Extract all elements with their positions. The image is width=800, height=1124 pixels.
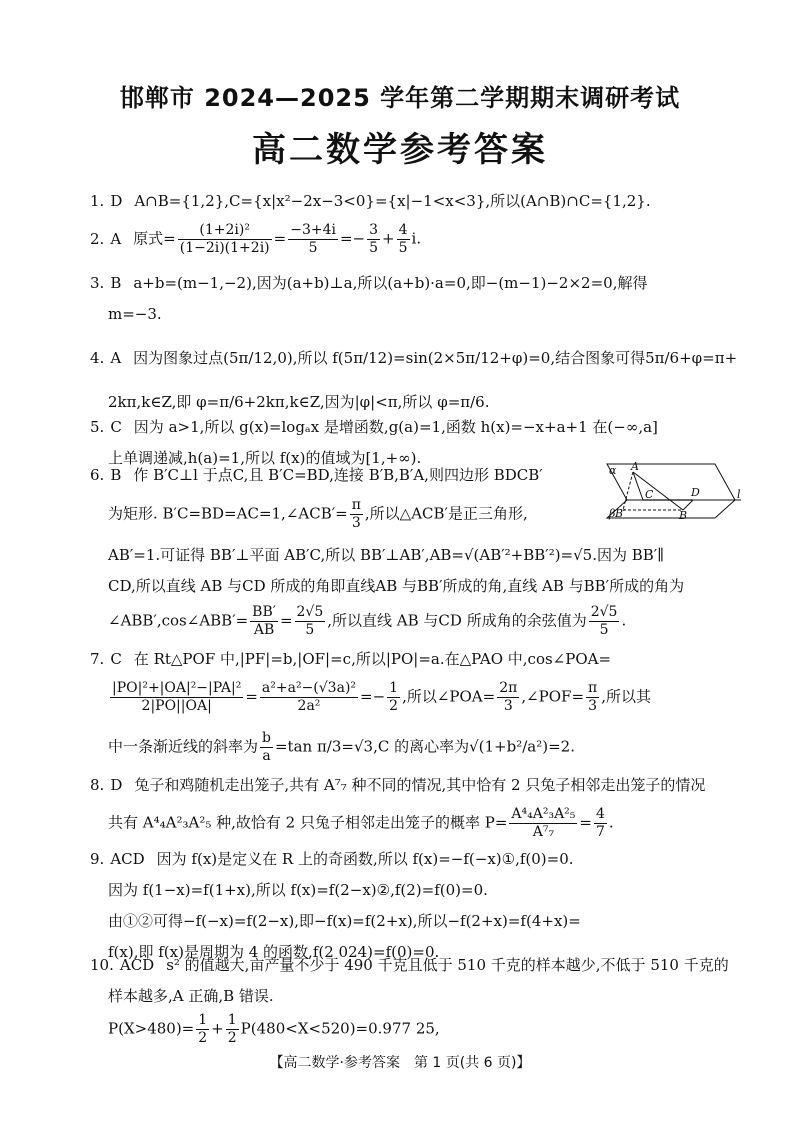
answer-choice: C: [110, 650, 122, 668]
solution-text: .: [608, 813, 614, 832]
solution-text: 因为 a>1,所以 g(x)=logₐx 是增函数,g(a)=1,函数 h(x)=−x+a+1 在(−∞,a]: [133, 418, 658, 436]
denominator: 5: [305, 622, 315, 638]
solution-10: [90, 950, 750, 1012]
answer-choice: ACD: [119, 956, 155, 974]
solution-7-line-2: [90, 680, 750, 715]
solution-text: s² 的值越大,亩产量不少于 490 千克且低于 510 千克的样本越少,不低于 510 千克的: [166, 956, 729, 974]
page-footer: 【高二数学·参考答案 第 1 页(共 6 页)】: [269, 1055, 531, 1071]
question-number: 3.: [90, 274, 105, 292]
solution-text: f(x),即 f(x)是周期为 4 的函数,f(2 024)=f(0)=0.: [108, 943, 440, 961]
denominator: 2: [389, 698, 399, 714]
solution-text: =−: [360, 687, 386, 706]
solution-text: m=−3.: [108, 305, 162, 323]
answer-key-title: 高二数学参考答案: [252, 130, 548, 170]
solution-6-line-5: [90, 604, 750, 639]
numerator: π: [351, 497, 361, 513]
denominator: A⁷₇: [532, 824, 555, 840]
solution-text: +: [382, 229, 395, 248]
label-B: B: [679, 509, 688, 522]
numerator: BB′: [252, 604, 276, 620]
denominator: 5: [308, 240, 318, 256]
solution-text: ,所以直线 AB 与CD 所成角的余弦值为: [327, 611, 587, 630]
denominator: 2|PO||OA|: [141, 698, 212, 714]
answer-choice: A: [110, 229, 122, 248]
numerator: 1: [198, 1012, 208, 1028]
denominator: a: [262, 748, 271, 764]
plane-beta: [607, 500, 735, 518]
solution-text: 上单调递减,h(a)=1,所以 f(x)的值域为[1,+∞).: [108, 449, 422, 467]
answer-choice: ACD: [110, 850, 145, 868]
solution-text: ,所以△ACB′是正三角形,: [364, 504, 528, 523]
numerator: 4: [596, 806, 605, 822]
solution-text: P(X>480)=: [108, 1019, 195, 1038]
numerator: 3: [369, 222, 379, 238]
denominator: 3: [588, 698, 598, 714]
fraction: [260, 680, 358, 715]
answer-choice: B: [110, 466, 122, 484]
solution-6-cont: [90, 540, 750, 602]
denominator: 5: [369, 240, 379, 256]
numerator: −3+4i: [290, 222, 336, 238]
solution-text: 原式=: [133, 229, 176, 248]
question-number: 6.: [90, 466, 105, 484]
numerator: 1: [389, 680, 399, 696]
solution-7: [90, 644, 750, 675]
fraction: [594, 806, 607, 841]
denominator: 3: [503, 698, 513, 714]
denominator: 2: [227, 1030, 237, 1046]
numerator: 2√5: [296, 604, 324, 620]
numerator: b: [262, 730, 271, 746]
solution-7-line-3: [90, 730, 750, 765]
solution-text: AB′=1.可证得 BB′⊥平面 AB′C,所以 BB′⊥AB′,AB=√(AB′²+BB′²)=√5.因为 BB′∥: [108, 546, 665, 564]
solution-text: ,所以∠POA=: [402, 687, 496, 706]
solution-text: ,∠POF=: [521, 687, 585, 706]
fraction: [509, 806, 577, 841]
solution-text: 作 B′C⊥l 于点C,且 B′C=BD,连接 B′B,B′A,则四边形 BDCB′: [133, 466, 543, 484]
fraction: [586, 680, 599, 715]
question-number: 10.: [90, 956, 114, 974]
solution-text: =: [279, 611, 293, 630]
fraction: [350, 497, 363, 532]
solution-text: 为矩形. B′C=BD=AC=1,∠ACB′=: [108, 504, 348, 523]
question-number: 7.: [90, 650, 105, 668]
numerator: |PO|²+|OA|²−|PA|²: [112, 680, 242, 696]
solution-text: +: [211, 1019, 224, 1038]
exam-title: 邯郸市 2024—2025 学年第二学期期末调研考试: [119, 84, 681, 112]
solution-text: 2kπ,k∈Z,即 φ=π/6+2kπ,k∈Z,因为|φ|<π,所以 φ=π/6.: [108, 393, 490, 411]
answer-choice: D: [110, 192, 123, 210]
solution-8-line-2: [90, 806, 750, 841]
question-number: 9.: [90, 850, 105, 868]
segment-AB: [633, 472, 683, 510]
fraction: [110, 680, 243, 715]
fraction: [250, 604, 278, 639]
fraction: [288, 222, 338, 257]
fraction: [260, 730, 273, 765]
denominator: (1−2i)(1+2i): [179, 240, 270, 256]
fraction: [397, 222, 410, 257]
solution-text: CD,所以直线 AB 与CD 所成的角即直线AB 与BB′所成的角,直线 AB 与BB′所成的角为: [108, 577, 685, 595]
plane-alpha: [607, 464, 735, 500]
fraction: [178, 222, 272, 257]
denominator: 5: [599, 622, 609, 638]
label-beta: β: [609, 507, 616, 520]
fraction: [387, 680, 400, 715]
fraction: [497, 680, 519, 715]
solution-3: [90, 268, 750, 330]
question-number: 8.: [90, 776, 105, 794]
fraction: [196, 1012, 209, 1047]
numerator: a²+a²−(√3a)²: [261, 680, 357, 696]
denominator: 2a²: [297, 698, 321, 714]
label-l: l: [737, 488, 741, 501]
numerator: (1+2i)²: [178, 222, 272, 240]
fraction: [226, 1012, 239, 1047]
solution-1: [90, 186, 750, 217]
numerator: 1: [227, 1012, 237, 1028]
answer-choice: B: [110, 274, 122, 292]
solution-text: 兔子和鸡随机走出笼子,共有 A⁷₇ 种不同的情况,其中恰有 2 只兔子相邻走出笼子的情况: [134, 776, 706, 794]
question-number: 4.: [90, 349, 105, 367]
denominator: 2: [198, 1030, 208, 1046]
solution-4: [90, 336, 750, 424]
answer-choice: A: [110, 349, 122, 367]
numerator: 4: [398, 222, 408, 238]
fraction: [295, 604, 326, 639]
label-alpha: α: [609, 464, 617, 477]
solution-8: [90, 770, 750, 801]
question-number: 1.: [90, 192, 105, 210]
solution-text: .: [621, 611, 627, 630]
solution-text: 中一条渐近线的斜率为: [108, 737, 259, 756]
answer-choice: C: [110, 418, 122, 436]
label-C: C: [645, 488, 654, 501]
denominator: 5: [398, 240, 408, 256]
solution-text: =tan π/3=√3,C 的离心率为√(1+b²/a²)=2.: [274, 737, 575, 756]
solution-text: 共有 A⁴₄A²₃A²₅ 种,故恰有 2 只兔子相邻走出笼子的概率 P=: [108, 813, 508, 832]
solution-text: ,所以其: [601, 687, 652, 706]
label-A: A: [631, 460, 639, 473]
solution-text: ∠ABB′,cos∠ABB′=: [108, 611, 249, 630]
question-number: 2.: [90, 229, 105, 248]
dihedral-angle-figure: [595, 460, 745, 522]
denominator: 7: [596, 824, 605, 840]
solution-text: P(480<X<520)=0.977 25,: [240, 1019, 440, 1038]
question-number: 5.: [90, 418, 105, 436]
solution-text: a+b=(m−1,−2),因为(a+b)⊥a,所以(a+b)·a=0,即−(m−1)−2×2=0,解得: [133, 274, 648, 292]
fraction: [589, 604, 620, 639]
solution-text: 因为 f(x)是定义在 R 上的奇函数,所以 f(x)=−f(−x)①,f(0)=0.: [156, 850, 574, 868]
solution-text: =: [579, 813, 592, 832]
segment-AB-prime: [623, 472, 633, 510]
numerator: A⁴₄A²₃A²₅: [511, 806, 576, 822]
solution-text: =: [245, 687, 258, 706]
solution-text: i.: [411, 229, 422, 248]
numerator: 2√5: [590, 604, 618, 620]
solution-10-line-3: [90, 1012, 750, 1047]
solution-text: 样本越多,A 正确,B 错误.: [108, 987, 274, 1005]
solution-2: [90, 222, 750, 257]
label-B-prime: B′: [615, 507, 626, 520]
solution-text: 在 Rt△POF 中,|PF|=b,|OF|=c,所以|PO|=a.在△PAO 中,cos∠POA=: [133, 650, 612, 668]
answer-choice: D: [110, 776, 123, 794]
solution-text: 因为图象过点(5π/12,0),所以 f(5π/12)=sin(2×5π/12+φ)=0,结合图象可得5π/6+φ=π+: [133, 349, 738, 367]
numerator: π: [588, 680, 598, 696]
solution-text: A∩B={1,2},C={x|x²−2x−3<0}={x|−1<x<3},所以(A∩B)∩C={1,2}.: [134, 192, 651, 210]
solution-text: 由①②可得−f(−x)=f(2−x),即−f(x)=f(2+x),所以−f(2+x)=f(4+x)=: [108, 912, 581, 930]
solution-text: =: [273, 229, 287, 248]
denominator: AB: [253, 622, 275, 638]
solution-text: 因为 f(1−x)=f(1+x),所以 f(x)=f(2−x)②,f(2)=f(0)=0.: [108, 881, 488, 899]
denominator: 3: [351, 515, 361, 531]
fraction: [367, 222, 380, 257]
label-D: D: [691, 486, 700, 499]
numerator: 2π: [499, 680, 518, 696]
solution-text: =−: [339, 229, 366, 248]
solution-6: [90, 460, 590, 491]
